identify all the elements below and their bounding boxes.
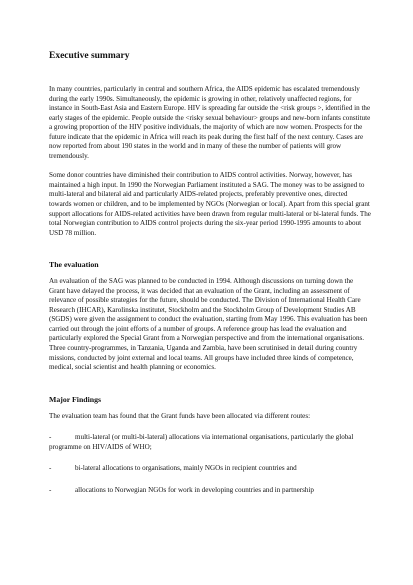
list-dash: - <box>49 433 52 442</box>
list-item <box>49 464 371 474</box>
list-item <box>49 486 371 496</box>
major-findings-heading: Major Findings <box>49 394 102 404</box>
list-item <box>49 433 371 452</box>
list-dash: - <box>49 464 52 473</box>
evaluation-heading: The evaluation <box>49 260 99 270</box>
evaluation-paragraph: An evaluation of the SAG was planned to be conducted in 1994. Although discussions on turning down the Grant have delayed the process, it was decided that an evaluation of the Grant, including an assessment of relevance of possible strategies for the future, should be conducted. The Division of International Health Care Research (IHCAR), Karolinska institutet, Stockholm and the Stockholm Group of Development Studies AB (SGDS) were given the assignment to conduct the evaluation, starting from May 1996. This evaluation has been carried out through the joint efforts of a number of groups. A reference group has lead the evaluation and particularly explored the Special Grant from a Norwegian perspective and from the international organisations. Three country-programmes, in Tanzania, Uganda and Zambia, have been scrutinised in detail during country missions, conducted by joint external and local teams. All groups have included three kinds of competence, medical, social scientist and health planning or economics. <box>49 277 368 372</box>
document-body <box>49 50 371 495</box>
paragraph-donor-countries: Some donor countries have diminished their contribution to AIDS control activities. Norway, however, has maintained a high input. In 1990 the Norwegian Parliament instituted a SAG. The money was to be assigned to multi-lateral and bilateral aid and particularly AIDS-related projects, preferably preventive ones, directed towards women or children, and to be implemented by NGOs (Norwegian or local). Apart from this special grant support allocations for AIDS-related activities have been drawn from regular multi-lateral or bi-lateral funds. The total Norwegian contribution to AIDS control projects during the six-year period 1990-1995 amounts to about USD 78 million. <box>49 171 371 237</box>
list-dash: - <box>49 485 52 494</box>
section-title: Executive summary <box>49 51 130 61</box>
paragraph-aids-epidemic: In many countries, particularly in central and southern Africa, the AIDS epidemic has escalated tremendously during the early 1990s. Simultaneously, the epidemic is growing in other, relatively unaffected regions, for instance in South-East Asia and Eastern Europe. HIV is spreading far outside the <risk groups >, identified in the early stages of the epidemic. People outside the <risky sexual behaviour> groups and new-born infants constitute a growing proportion of the HIV positive individuals, the majority of which are now women. Prospects for the future indicate that the epidemic in Africa will reach its peak during the first half of the next century. Cases are now reported from about 190 states in the world and in many of these the number of patients will grow tremendously. <box>49 85 371 160</box>
list-item-text: allocations to Norwegian NGOs for work in developing countries and in partnership <box>75 485 314 494</box>
list-item-text: multi-lateral (or multi-bi-lateral) allocations via international organisations, particularly the global programme on HIV/AIDS of WHO; <box>49 433 354 451</box>
list-item-text: bi-lateral allocations to organisations, mainly NGOs in recipient countries and <box>75 464 297 473</box>
findings-intro: The evaluation team has found that the Grant funds have been allocated via different routes: <box>49 411 311 420</box>
